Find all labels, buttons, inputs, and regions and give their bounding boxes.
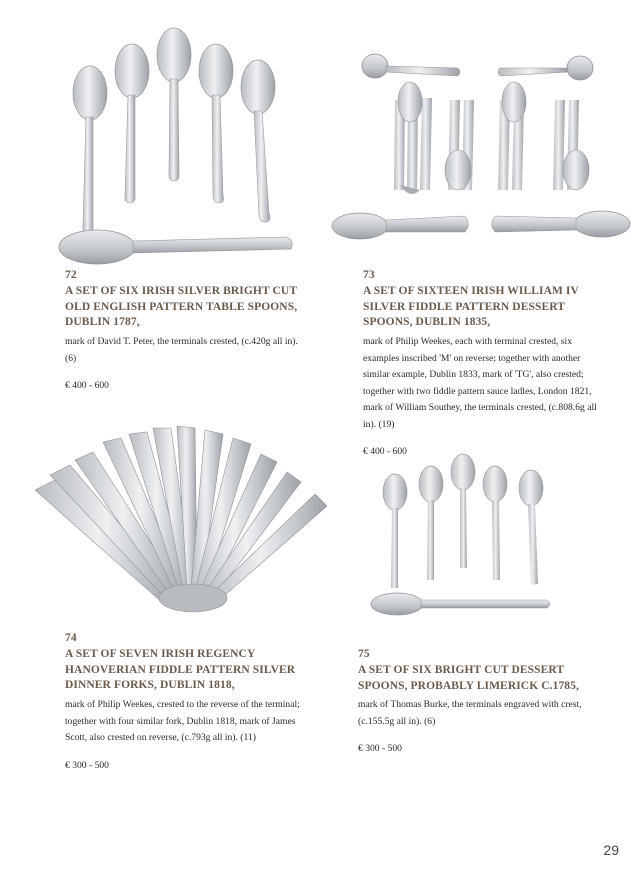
lot-75-photo (365, 450, 565, 620)
lot-72 (65, 268, 305, 393)
lot-description: mark of Philip Weekes, each with terminal crested, six examples inscribed 'M' on reverse; together with another similar example, Dublin 1833, mark of 'TG', also crested; together with two fiddle pattern sauce ladles, London 1821, mark of William Southey, the terminals crested, (c.808.6g all in). (19) (363, 336, 597, 430)
lot-74-photo (25, 420, 345, 620)
lot-description: mark of David T. Peter, the terminals crested, (c.420g all in). (6) (65, 336, 298, 364)
lot-description: mark of Philip Weekes, crested to the reverse of the terminal; together with four similar fork, Dublin 1818, mark of James Scott, also crested on reverse, (c.793g all in). (11) (65, 699, 300, 744)
lot-estimate: € 300 - 500 (65, 759, 109, 771)
lot-estimate: € 400 - 600 (363, 446, 407, 458)
lot-number: 75 (358, 648, 370, 660)
lot-title: A SET OF SEVEN IRISH REGENCY HANOVERIAN FIDDLE PATTERN SILVER DINNER FORKS, DUBLIN 1818, (65, 647, 296, 692)
lot-number: 72 (65, 269, 77, 281)
lot-number: 73 (363, 269, 375, 281)
lot-description: mark of Thomas Burke, the terminals engraved with crest, (c.155.5g all in). (6) (358, 699, 582, 727)
lot-72-photo (55, 25, 300, 270)
lot-estimate: € 400 - 600 (65, 380, 109, 392)
lot-title: A SET OF SIX BRIGHT CUT DESSERT SPOONS, PROBABLY LIMERICK C.1785, (358, 663, 579, 692)
lot-74 (65, 631, 300, 773)
lot-title: A SET OF SIX IRISH SILVER BRIGHT CUT OLD ENGLISH PATTERN TABLE SPOONS, DUBLIN 1787, (65, 284, 298, 329)
lot-73-photo (330, 40, 633, 250)
page-number: 29 (603, 842, 619, 858)
lot-estimate: € 300 - 500 (358, 743, 402, 755)
lot-number: 74 (65, 632, 77, 644)
lot-75 (358, 647, 603, 756)
lot-73 (363, 268, 598, 459)
lot-title: A SET OF SIXTEEN IRISH WILLIAM IV SILVER FIDDLE PATTERN DESSERT SPOONS, DUBLIN 1835, (363, 284, 579, 329)
